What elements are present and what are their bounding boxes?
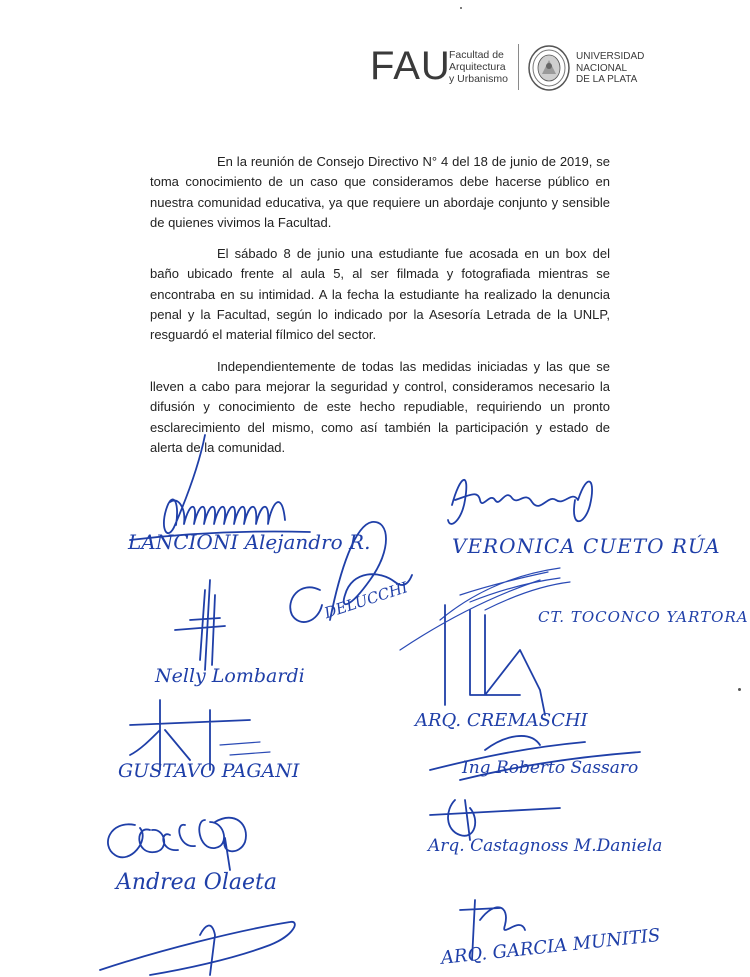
signature-scribble xyxy=(430,800,560,840)
signature-scribble xyxy=(175,580,225,670)
paragraph: El sábado 8 de junio una estudiante fue acosada en un box del baño ubicado frente al aula 5, al ser filmada y fotografiada mientras se encontraba en su intimidad. A la fecha la estudiante ha realizado la denuncia penal y la Facultad, según lo indicado por la Asesoría Letrada de la UNLP, resguardó el material fílmico del sector. xyxy=(150,246,610,343)
signature-name: LANCIONI Alejandro R. xyxy=(128,530,371,554)
signature-name: VERONICA CUETO RÚA xyxy=(452,534,721,558)
fau-subtitle-line: Arquitectura xyxy=(449,61,506,73)
signature-name: Nelly Lombardi xyxy=(155,665,305,687)
unlp-line: NACIONAL xyxy=(576,62,628,74)
fau-subtitle xyxy=(449,49,508,85)
signature-name: DELUCCHI xyxy=(322,578,411,623)
letterhead xyxy=(370,42,650,94)
signature-scribble xyxy=(448,480,592,524)
paragraph: Independientemente de todas las medidas iniciadas y las que se lleven a cabo para mejorar la seguridad y control, consideramos necesario la difusión y conocimiento de este hecho repudiable, requiriendo un pronto esclarecimiento del mismo, como así también la participación y estado de alerta de la comunidad. xyxy=(150,358,610,455)
signature-scribble xyxy=(400,568,570,715)
signature-name: Arq. Castagnoss M.Daniela xyxy=(428,836,663,856)
signature-scribble xyxy=(108,818,246,870)
ink-dot xyxy=(738,688,741,691)
ink-dot xyxy=(460,7,462,9)
signature-name: ARQ. CREMASCHI xyxy=(415,710,588,731)
unlp-line: DE LA PLATA xyxy=(576,74,638,85)
signature-strokes xyxy=(0,430,750,977)
logo-divider xyxy=(518,44,519,90)
signature-scribble xyxy=(130,435,310,540)
signature-name: Ing Roberto Sassaro xyxy=(462,758,639,778)
fau-subtitle-line: Facultad de xyxy=(449,49,504,61)
paragraph: En la reunión de Consejo Directivo N° 4 del 18 de junio de 2019, se toma conocimiento de un caso que consideramos debe hacerse público en nuestra comunidad educativa, ya que requiere un abordaje conjunto y sensible de quienes vivimos la Facultad. xyxy=(150,154,610,230)
fau-logo: FAU xyxy=(370,44,451,88)
fau-subtitle-line: y Urbanismo xyxy=(449,73,508,85)
signature-name: Andrea Olaeta xyxy=(116,870,277,895)
unlp-name xyxy=(576,51,644,86)
unlp-line: UNIVERSIDAD xyxy=(576,51,645,62)
letter-body xyxy=(150,152,610,469)
signatures-area xyxy=(0,430,750,977)
signature-name: GUSTAVO PAGANI xyxy=(118,760,300,782)
signature-name: CT. TOCONCO YARTORA xyxy=(538,608,749,626)
signature-scribble xyxy=(100,922,295,975)
signature-name: ARQ. GARCIA MUNITIS xyxy=(440,924,662,969)
unlp-seal-icon xyxy=(527,44,571,92)
